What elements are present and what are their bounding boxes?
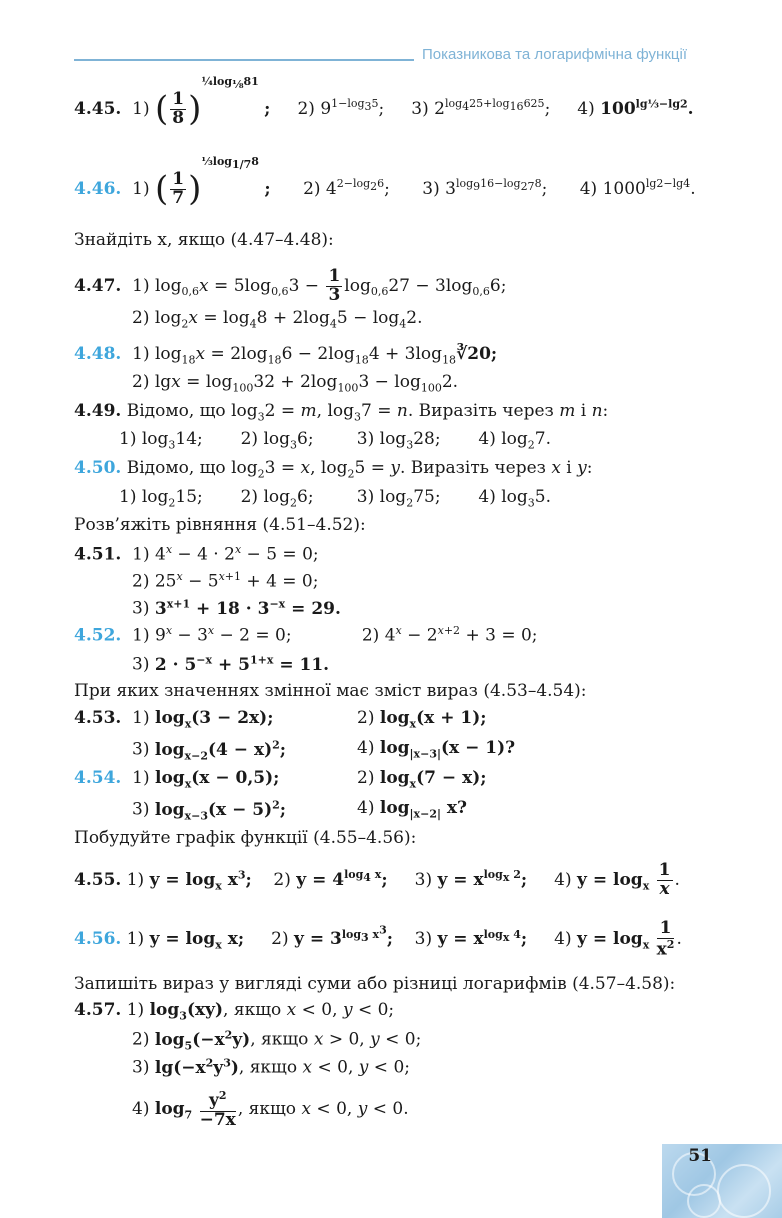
exercise-number: 4.56.	[74, 929, 122, 950]
exercise-number: 4.49.	[74, 401, 122, 421]
instruction: Розв’яжіть рівняння (4.51–4.52):	[74, 515, 366, 535]
exercise-4-48-2: 2) $\lg x = \log_{100}32 + 2\log_{100}3 - \log_{100}2$.	[132, 372, 459, 395]
exercise-4-49-options: 1) $\log_314$; 2) $\log_36$; 3) $\log_328$; 4) $\log_27$.	[119, 429, 552, 452]
exercise-4-52: 4.52. 1) $9^x - 3^x - 2 = 0$; 2) $4^x - 2^{x+2} + 3 = 0$;	[74, 624, 538, 646]
instruction: Побудуйте графік функції (4.55–4.56):	[74, 828, 417, 848]
exercise-4-57: 4.57. 1) $\log_3(xy)$, якщо x < 0, y < 0;	[74, 1000, 395, 1023]
exercise-4-53: 4.53. 1) $\log_x(3 - 2x)$;	[74, 708, 274, 731]
exercise-4-53-2: 2) $\log_x(x + 1)$;	[357, 708, 487, 731]
exercise-number: 4.50.	[74, 458, 122, 478]
exercise-4-47-2: 2) $\log_2x = \log_48 + 2\log_45 - \log_42$.	[132, 308, 423, 331]
exercise-4-53-4: 4) $\log_{|x-3|}(x - 1)$?	[357, 738, 516, 761]
exercise-number: 4.46.	[74, 178, 122, 199]
exercise-4-57-2: 2) $\log_5(-x^2y)$, якщо x > 0, y < 0;	[132, 1028, 422, 1053]
header-rule	[74, 59, 414, 61]
exercise-number: 4.48.	[74, 344, 122, 364]
exercise-4-54-3: 3) $\log_{x-3}(x - 5)^2$;	[132, 798, 287, 823]
exercise-4-52-3: 3) $2 \cdot 5^{-x} + 5^{1+x} = 11$.	[132, 653, 330, 675]
exercise-4-51: 4.51. 1) $4^x - 4 \cdot 2^x - 5 = 0$;	[74, 543, 319, 565]
exercise-number: 4.53.	[74, 708, 122, 728]
exercise-number: 4.54.	[74, 768, 122, 788]
page-number: 51	[688, 1146, 712, 1166]
exercise-4-51-3: 3) $3^{x+1} + 18 \cdot 3^{-x} = 29$.	[132, 597, 341, 619]
instruction: При яких значеннях змінної має зміст вираз (4.53–4.54):	[74, 681, 587, 701]
running-header: Показникова та логарифмічна функції	[422, 46, 687, 63]
exercise-4-56: 4.56. 1) $y = \log_x x$; 2) $y = 3^{log_3 x^3}$; 3) $y = x^{log_x 4}$; 4) $y = \log_x$ $\frac{1}{x^2}$ .	[74, 918, 682, 960]
exercise-number: 4.55.	[74, 869, 122, 890]
exercise-4-48: 4.48. 1) $\log_{18}x = 2\log_{18}6 - 2\log_{18}4$ + $3\log_{18}∛20$;	[74, 344, 498, 367]
exercise-number: 4.45.	[74, 98, 122, 119]
exercise-4-50: 4.50. Відомо, що $\log_23 = x$, $\log_25 = y$. Виразіть через x і y:	[74, 458, 593, 481]
exercise-4-49: 4.49. Відомо, що $\log_32 = m$, $\log_37 = n$. Виразіть через m і n:	[74, 401, 609, 424]
exercise-number: 4.57.	[74, 1000, 122, 1020]
instruction: Знайдіть x, якщо (4.47–4.48):	[74, 230, 334, 250]
exercise-4-57-4: 4) $\log_7$ $\frac{y^2}{-7x}$ , якщо x < 0, y < 0.	[132, 1089, 409, 1130]
exercise-4-57-3: 3) $\lg(-x^2y^3)$, якщо x < 0, y < 0;	[132, 1056, 410, 1078]
exercise-number: 4.52.	[74, 625, 122, 646]
exercise-4-45: 4.45. 1) ( $\frac{1}{8}$ )$^{\frac{1}{4}log_{\frac{1}{8}}81}$ ; 2) $9^{1-log_35}$; 3) $2^{log_425+log_{16}625}$; 4) $100^{lg\frac{1}{3}-lg2}$.	[74, 75, 694, 129]
exercise-number: 4.47.	[74, 275, 122, 296]
exercise-number: 4.51.	[74, 544, 122, 565]
exercise-4-54-2: 2) $\log_x(7 - x)$;	[357, 768, 487, 791]
exercise-4-55: 4.55. 1) $y = \log_x x^3$; 2) $y = 4^{log_4 x}$; 3) $y = x^{log_x 2}$; 4) $y = \log_x$ $\frac{1}{x}$ .	[74, 860, 680, 899]
page-corner-decoration	[662, 1144, 782, 1218]
instruction: Запишіть вираз у вигляді суми або різниці логарифмів (4.57–4.58):	[74, 974, 676, 994]
exercise-4-50-options: 1) $\log_215$; 2) $\log_26$; 3) $\log_275$; 4) $\log_35$.	[119, 487, 552, 510]
exercise-4-54-4: 4) $\log_{|x-2|} x$?	[357, 798, 467, 821]
exercise-4-53-3: 3) $\log_{x-2}(4 - x)^2$;	[132, 738, 287, 763]
exercise-4-54: 4.54. 1) $\log_x(x - 0,5)$;	[74, 768, 280, 791]
exercise-4-51-2: 2) $25^x - 5^{x+1} + 4 = 0$;	[132, 570, 319, 592]
exercise-4-47: 4.47. 1) $\log_{0,6}x = 5\log_{0,6}3$ − $\frac{1}{3}$ $\log_{0,6}27 - 3\log_{0,6}6$;	[74, 266, 507, 305]
exercise-4-46: 4.46. 1) ( $\frac{1}{7}$ )$^{\frac{1}{3}log_{1/7}8}$ ; 2) $4^{2-log_26}$; 3) $3^{log_916-log_{27}8}$; 4) $1000^{lg2-lg4}$.	[74, 155, 696, 209]
